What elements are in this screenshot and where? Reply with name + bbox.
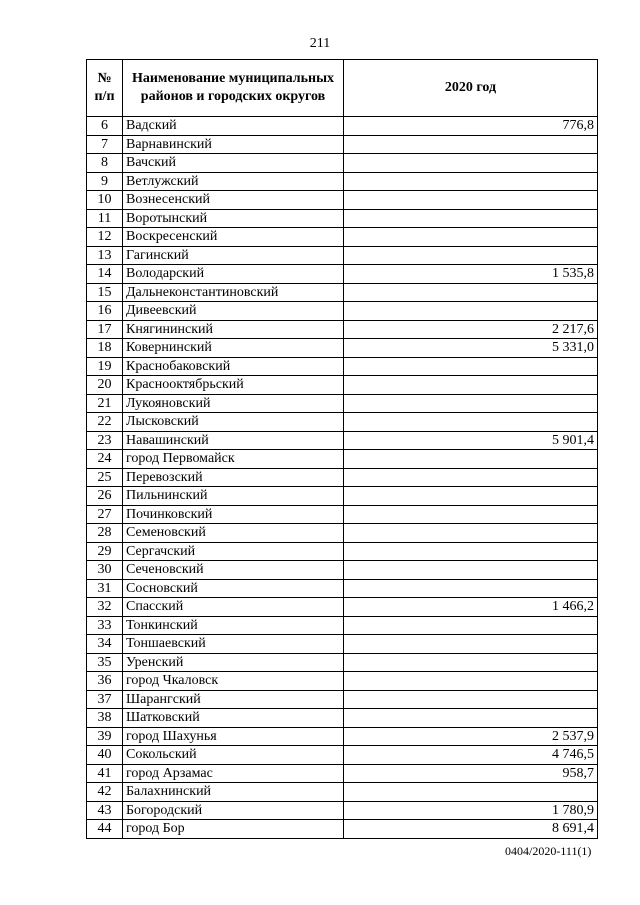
row-value: [344, 172, 598, 191]
row-value: [344, 690, 598, 709]
row-number: 26: [87, 487, 123, 506]
row-number: 14: [87, 265, 123, 284]
table-row: [87, 394, 598, 413]
row-name: Сокольский: [123, 746, 344, 765]
row-value: [344, 283, 598, 302]
row-number: 8: [87, 154, 123, 173]
row-value: [344, 653, 598, 672]
table-row: [87, 579, 598, 598]
row-number: 36: [87, 672, 123, 691]
row-value: [344, 376, 598, 395]
row-value: [344, 579, 598, 598]
table-row: [87, 228, 598, 247]
row-number: 21: [87, 394, 123, 413]
row-value: [344, 468, 598, 487]
row-value: [344, 209, 598, 228]
row-name: Семеновский: [123, 524, 344, 543]
row-number: 41: [87, 764, 123, 783]
row-name: Дивеевский: [123, 302, 344, 321]
row-value: [344, 357, 598, 376]
table-row: [87, 468, 598, 487]
table-row: [87, 561, 598, 580]
row-number: 11: [87, 209, 123, 228]
row-name: Тоншаевский: [123, 635, 344, 654]
row-value: 2 537,9: [344, 727, 598, 746]
row-value: [344, 302, 598, 321]
table-row: [87, 172, 598, 191]
row-value: 5 901,4: [344, 431, 598, 450]
row-value: 776,8: [344, 117, 598, 136]
table-row: [87, 653, 598, 672]
table-row: [87, 265, 598, 284]
row-value: 5 331,0: [344, 339, 598, 358]
row-number: 17: [87, 320, 123, 339]
row-number: 13: [87, 246, 123, 265]
row-name: Сергачский: [123, 542, 344, 561]
row-name: Пильнинский: [123, 487, 344, 506]
table-row: [87, 431, 598, 450]
table-row: [87, 450, 598, 469]
budget-table: [86, 59, 598, 839]
row-name: Воскресенский: [123, 228, 344, 247]
row-name: Дальнеконстантиновский: [123, 283, 344, 302]
row-value: 4 746,5: [344, 746, 598, 765]
row-number: 35: [87, 653, 123, 672]
row-value: [344, 135, 598, 154]
table-row: [87, 339, 598, 358]
row-number: 29: [87, 542, 123, 561]
row-name: Краснобаковский: [123, 357, 344, 376]
table-row: [87, 117, 598, 136]
table-row: [87, 413, 598, 432]
page-number: 211: [309, 36, 331, 51]
row-name: Богородский: [123, 801, 344, 820]
row-name: Починковский: [123, 505, 344, 524]
table-row: [87, 690, 598, 709]
row-name: Сеченовский: [123, 561, 344, 580]
row-name: город Чкаловск: [123, 672, 344, 691]
row-value: 2 217,6: [344, 320, 598, 339]
row-name: Краснооктябрьский: [123, 376, 344, 395]
row-number: 27: [87, 505, 123, 524]
row-name: Навашинский: [123, 431, 344, 450]
table-row: [87, 357, 598, 376]
table-row: [87, 783, 598, 802]
row-number: 24: [87, 450, 123, 469]
row-name: Ветлужский: [123, 172, 344, 191]
table-row: [87, 709, 598, 728]
row-value: 1 780,9: [344, 801, 598, 820]
row-value: [344, 394, 598, 413]
row-number: 30: [87, 561, 123, 580]
row-number: 19: [87, 357, 123, 376]
row-number: 25: [87, 468, 123, 487]
row-name: Варнавинский: [123, 135, 344, 154]
table-row: [87, 320, 598, 339]
table-row: [87, 487, 598, 506]
table-row: [87, 283, 598, 302]
table-row: [87, 746, 598, 765]
table-row: [87, 801, 598, 820]
row-value: 958,7: [344, 764, 598, 783]
table-row: [87, 154, 598, 173]
table-row: [87, 616, 598, 635]
table-header-row: [87, 60, 598, 117]
row-value: [344, 672, 598, 691]
row-name: Княгининский: [123, 320, 344, 339]
row-name: Гагинский: [123, 246, 344, 265]
row-number: 28: [87, 524, 123, 543]
row-number: 23: [87, 431, 123, 450]
row-name: Вачский: [123, 154, 344, 173]
row-value: [344, 487, 598, 506]
table-row: [87, 505, 598, 524]
table-row: [87, 820, 598, 839]
row-name: город Шахунья: [123, 727, 344, 746]
row-value: [344, 524, 598, 543]
row-number: 33: [87, 616, 123, 635]
row-name: Лысковский: [123, 413, 344, 432]
table-row: [87, 727, 598, 746]
header-year: 2020 год: [344, 60, 598, 117]
row-value: [344, 246, 598, 265]
row-name: Перевозский: [123, 468, 344, 487]
row-value: [344, 783, 598, 802]
row-number: 32: [87, 598, 123, 617]
row-number: 7: [87, 135, 123, 154]
row-value: [344, 542, 598, 561]
row-number: 18: [87, 339, 123, 358]
row-name: Шатковский: [123, 709, 344, 728]
row-value: 1 535,8: [344, 265, 598, 284]
row-name: город Первомайск: [123, 450, 344, 469]
row-value: [344, 413, 598, 432]
row-value: 8 691,4: [344, 820, 598, 839]
row-value: [344, 228, 598, 247]
row-number: 44: [87, 820, 123, 839]
row-name: Уренский: [123, 653, 344, 672]
row-value: [344, 450, 598, 469]
row-value: [344, 505, 598, 524]
row-name: Сосновский: [123, 579, 344, 598]
row-number: 39: [87, 727, 123, 746]
row-name: Спасский: [123, 598, 344, 617]
table-row: [87, 524, 598, 543]
row-number: 42: [87, 783, 123, 802]
table-row: [87, 246, 598, 265]
row-number: 9: [87, 172, 123, 191]
row-number: 15: [87, 283, 123, 302]
row-number: 12: [87, 228, 123, 247]
row-value: [344, 616, 598, 635]
row-name: Тонкинский: [123, 616, 344, 635]
table-body: [87, 117, 598, 839]
row-name: Шарангский: [123, 690, 344, 709]
table-row: [87, 672, 598, 691]
row-number: 34: [87, 635, 123, 654]
row-number: 31: [87, 579, 123, 598]
row-name: Вадский: [123, 117, 344, 136]
table-row: [87, 635, 598, 654]
row-name: Ковернинский: [123, 339, 344, 358]
header-name: Наименование муниципальных районов и городских округов: [123, 60, 344, 117]
row-value: 1 466,2: [344, 598, 598, 617]
row-name: город Арзамас: [123, 764, 344, 783]
row-number: 10: [87, 191, 123, 210]
row-name: Воротынский: [123, 209, 344, 228]
row-number: 40: [87, 746, 123, 765]
row-number: 37: [87, 690, 123, 709]
row-value: [344, 635, 598, 654]
row-name: город Бор: [123, 820, 344, 839]
row-number: 38: [87, 709, 123, 728]
table-row: [87, 209, 598, 228]
row-number: 43: [87, 801, 123, 820]
row-value: [344, 561, 598, 580]
table-row: [87, 598, 598, 617]
document-code: 0404/2020-111(1): [505, 844, 592, 858]
row-value: [344, 154, 598, 173]
row-value: [344, 191, 598, 210]
row-number: 6: [87, 117, 123, 136]
row-number: 22: [87, 413, 123, 432]
table-row: [87, 135, 598, 154]
table-row: [87, 191, 598, 210]
table-row: [87, 302, 598, 321]
header-number: № п/п: [87, 60, 123, 117]
row-name: Лукояновский: [123, 394, 344, 413]
table-row: [87, 764, 598, 783]
table-row: [87, 376, 598, 395]
table-row: [87, 542, 598, 561]
row-name: Вознесенский: [123, 191, 344, 210]
row-name: Балахнинский: [123, 783, 344, 802]
row-number: 16: [87, 302, 123, 321]
row-number: 20: [87, 376, 123, 395]
row-name: Володарский: [123, 265, 344, 284]
row-value: [344, 709, 598, 728]
